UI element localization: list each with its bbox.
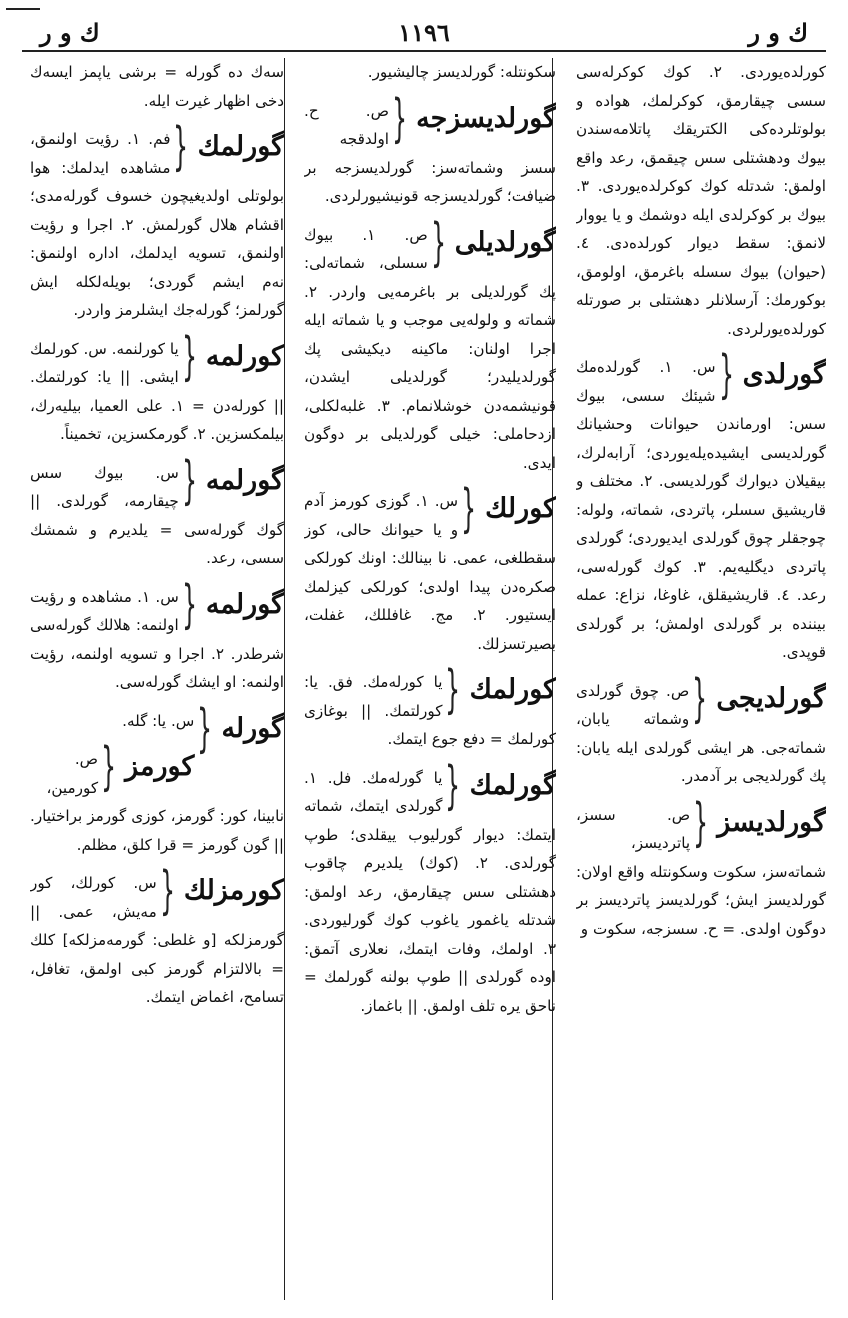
dictionary-entry: [304, 479, 556, 658]
corner-mark: [6, 8, 40, 10]
entry-headword: گورلمك: [469, 769, 556, 801]
dictionary-entry: [576, 792, 826, 944]
entry-definition: كورلدەيوردى. ٢. كوك كوكرلەسى سسى چيقارمق، كوكرلمك، هوادە و بولوتلردەكى الكتريقك پاتلامەسندن بيوك ودهشتلى سس چيقمق، رعد واقع اولمق: شدتلە كوك كوكرلدەيوردى. ٣. بيوك بر كوكرلدى ايلە دوشمك و يا يووار لانمق: سقط ديوار كورلدەدى. ٤. (حيوان) بيوك سسلە باغرمق، اولومق، بوكورمك: آرسلانلر دهشتلى بر صورتلە كورلدەيورلردى.: [576, 63, 826, 338]
dictionary-entry: [30, 58, 284, 115]
brace-glyph: {: [445, 660, 461, 720]
brace-glyph: {: [430, 212, 446, 273]
entry-headword: گورلديلى: [454, 226, 556, 258]
entry-headword: گورلمە: [205, 588, 284, 620]
dictionary-entry: [30, 737, 284, 859]
dictionary-entry: [576, 58, 826, 343]
dictionary-entry: [30, 861, 284, 1012]
entry-definition: يا كورلەمك. فق. يا: كورلتمك. || بوغازى كورلمك = دفع جوع ايتمك.: [304, 673, 556, 748]
dictionary-entry: [304, 755, 556, 1021]
page-number: ١١٩٦: [398, 18, 450, 47]
entry-definition: سكونتلە: گورلديسز چاليشيور.: [367, 63, 556, 81]
brace-glyph: {: [718, 345, 734, 405]
entry-definition: يا گورلەمك. فل. ١. گورلدى ايتمك، شماتە ايتمك: ديوار گورليوب ييقلدى؛ طوپ گورلدى. ٢. (كوك) يلديرم چاقوب دهشتلى سس چيقارمق، رعد اولمق: شدتلە ياغمور ياغوب كوك گورليوردى. ٣. اولمك، وفات ايتمك، نعلارى آتمق: اودە گورلدى || طوپ بولنە گورلمك = ناحق يرە تلف اولمق. || باغماز.: [304, 768, 556, 1015]
column-left: [30, 58, 284, 1300]
brace-glyph: {: [159, 861, 175, 921]
entry-definition: ص. سسز، پاترديسز، شماتەسز، سكوت وسكونتلە واقع اولان: گورلديسز ايش؛ گورلديسز پاترديسز بر دوگون اولدى. = ح. سسزجە، سكوت و: [576, 805, 826, 938]
entry-headword: گورلمە: [205, 464, 284, 496]
entry-headword: گورلمك: [197, 131, 284, 162]
entry-headword: كورلمە: [205, 340, 284, 372]
dictionary-entry: [30, 574, 284, 697]
entry-headword: گورلديجى: [716, 682, 826, 714]
entry-headword: گورلە: [221, 712, 284, 744]
dictionary-entry: [30, 450, 284, 573]
entry-definition: س. ١. گورلدەمك شيئك سسى، بيوك سس: اورماندن حيوانات وحشيانك گورلديسى ايشيدەيلەيوردى؛ آرابەلرك، بيقيلان ديوارك گورلديسى. ٢. مختلف و قاريشيق سسلر، پاتردى، شماتە، ولولە: چوجقلر چوق گورلدى ايديوردى؛ گورلدى پاتردى ديگليەيم. ٣. كوك گورلەسى، رعد. ٤. قاريشيقلق، غاوغا، نزاع: عملە بيننده بر گورلدى اولمش؛ بر گورلدى قوپدى.: [576, 358, 826, 661]
dictionary-entry: [30, 117, 284, 325]
left-catchword: ك و ر: [40, 18, 100, 47]
brace-glyph: {: [692, 668, 708, 729]
entry-definition: يا كورلنمە. س. كورلمك ايشى. || يا: كورلتمك. || كورلەدن = ١. على العميا، بيليەرك، بيلمكسزين. ٢. گورمكسزين، تخميناً.: [30, 339, 284, 443]
brace-glyph: {: [181, 326, 197, 387]
entry-headword: گورلديسزجە: [416, 102, 556, 134]
right-catchword: ك و ر: [748, 18, 808, 47]
dictionary-entry: [304, 58, 556, 87]
entry-headword: كورمزلك: [183, 875, 284, 906]
header-rule: [22, 50, 826, 52]
entry-headword: كورمز: [125, 751, 195, 782]
entry-definition: س. بيوك سس چيقارمە، گورلدى. || گوك گورلەسى = يلديرم و شمشك سسى، رعد.: [30, 463, 284, 567]
entry-definition: ص. ح. اولدقجە سسز وشماتەسز: گورلديسزجە بر ضيافت؛ گورلديسزجە قونيشيورلردى.: [304, 101, 556, 205]
brace-glyph: {: [445, 755, 461, 816]
brace-glyph: {: [392, 88, 407, 149]
entry-definition: فم. ١. رؤيت اولنمق، مشاهدە ايدلمك: هوا بولوتلى اولديغيچون خسوف گورلەمدى؛ اقشام هلال گورلمش. ٢. اجرا و رؤيت اولنمق، تسويە ايدلمك، ادارە اولنمق: نەم ايشم گوردى؛ بويلەلكلە ايش گورلمز؛ گورلەجك ايشلرمز واردر.: [30, 130, 284, 319]
brace-glyph: {: [181, 574, 197, 635]
entry-definition: س. كورلك، كور مەيش، عمى. || گورمزلكە [و غلطى: گورمەمزلكە] كلك = بالالتزام گورمز كبى اولمق، تغافل، تسامح، اغماض ايتمك.: [30, 874, 284, 1006]
dictionary-entry: [576, 345, 826, 667]
entry-definition: ص. ١. بيوك سسلى، شماتەلى: پك گورلديلى بر باغرمەيى واردر. ٢. شماتە و ولولەيى موجب و يا شماتە ايلە اجرا اولنان: ماكينە ديكيشى پك گورلديليدر؛ گورلديلى ايشدن، قونيشمەدن خوشلانمام. ٣. غلبەلكلى، ازدحاملى: خيلى گورلديلى بر دوگون ايدى.: [304, 225, 556, 472]
entry-definition: س. ١. گوزى كورمز آدم و يا حيوانك حالى، كوز سقطلغى، عمى. نا بينالك: اونك كورلكى صكرەدن پيدا اولدى؛ كورلكى كيزلمك ايستيور. ٢. مج. غافللك، غفلت، بصيرتسزلك.: [304, 492, 556, 653]
entry-definition: ص. كورمين، نابينا، كور: گورمز، كوزى گورمز براختيار. || گون گورمز = قرا كلق، مظلم.: [30, 750, 284, 854]
column-right: [576, 58, 826, 1300]
brace-glyph: {: [197, 698, 213, 759]
entry-headword: گورلدى: [742, 359, 826, 390]
entry-definition: ص. چوق گورلدى وشماتە يابان، شماتەجى. هر ايشى گورلدى ايلە يابان: پك گورلديجى بر آدمدر.: [576, 681, 826, 785]
column-middle: [304, 58, 556, 1300]
dictionary-entry: [304, 660, 556, 754]
dictionary-entry: [30, 326, 284, 449]
entry-definition: س. يا: گلە.: [122, 711, 195, 730]
dictionary-entry: [30, 698, 284, 759]
entry-headword: كورلك: [485, 493, 556, 524]
dictionary-entry: [576, 668, 826, 791]
entry-definition: سەك دە گورلە = برشى ياپمز ايسەك دخى اظهار غيرت ايلە.: [30, 63, 284, 110]
entry-headword: گورلديسز: [717, 806, 826, 838]
brace-glyph: {: [181, 450, 197, 511]
dictionary-entry: [304, 212, 556, 478]
entry-definition: س. ١. مشاهدە و رؤيت اولنمە: هلالك گورلەسى شرطدر. ٢. اجرا و تسويە اولنمە، رؤيت اولنمە: او ايشك گورلەسى.: [30, 587, 284, 691]
brace-glyph: {: [693, 792, 709, 853]
entry-headword: كورلمك: [469, 674, 556, 705]
brace-glyph: {: [101, 737, 117, 797]
brace-glyph: {: [173, 117, 189, 177]
page-header: [20, 14, 828, 54]
dictionary-entry: [304, 88, 556, 211]
column-divider: [284, 58, 285, 1300]
brace-glyph: {: [461, 479, 477, 539]
